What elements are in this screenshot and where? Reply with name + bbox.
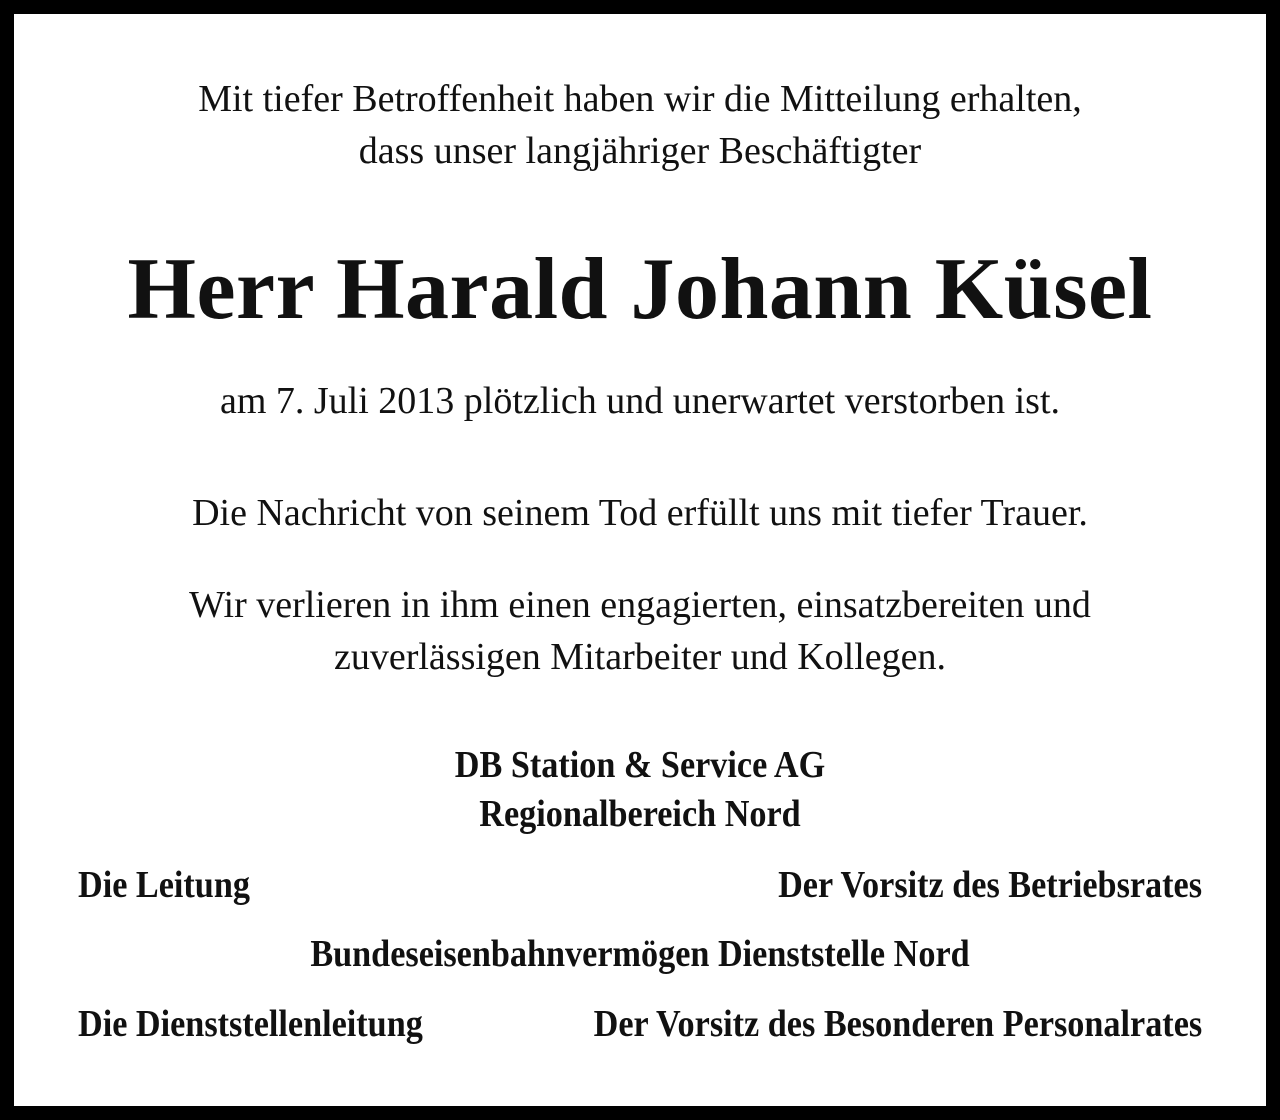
- federal-railway-office: Bundeseisenbahnvermögen Dienststelle Nord: [310, 933, 970, 975]
- praise-line-1: Wir verlieren in ihm einen engagierten, einsatzbereiten und: [189, 584, 1091, 626]
- intro-line-1: Mit tiefer Betroffenheit haben wir die Mitteilung erhalten,: [198, 78, 1082, 120]
- signer-works-council-chair: Der Vorsitz des Betriebsrates: [778, 864, 1202, 906]
- mourning-sentence: Die Nachricht von seinem Tod erfüllt uns mit tiefer Trauer.: [192, 492, 1088, 534]
- praise-line-2: zuverlässigen Mitarbeiter und Kollegen.: [333, 636, 947, 678]
- deceased-name: Herr Harald Johann Küsel: [127, 241, 1153, 338]
- intro-line-2: dass unser langjähriger Beschäftigter: [358, 130, 922, 172]
- date-line: am 7. Juli 2013 plötzlich und unerwartet verstorben ist.: [219, 380, 1061, 422]
- signer-staff-council-chair: Der Vorsitz des Besonderen Personalrates: [593, 1003, 1202, 1045]
- signer-office-management: Die Dienststellenleitung: [78, 1003, 423, 1045]
- signer-management: Die Leitung: [78, 864, 250, 906]
- organization-region: Regionalbereich Nord: [479, 793, 801, 835]
- obituary-notice: [14, 14, 1266, 1106]
- organization-name: DB Station & Service AG: [454, 744, 826, 786]
